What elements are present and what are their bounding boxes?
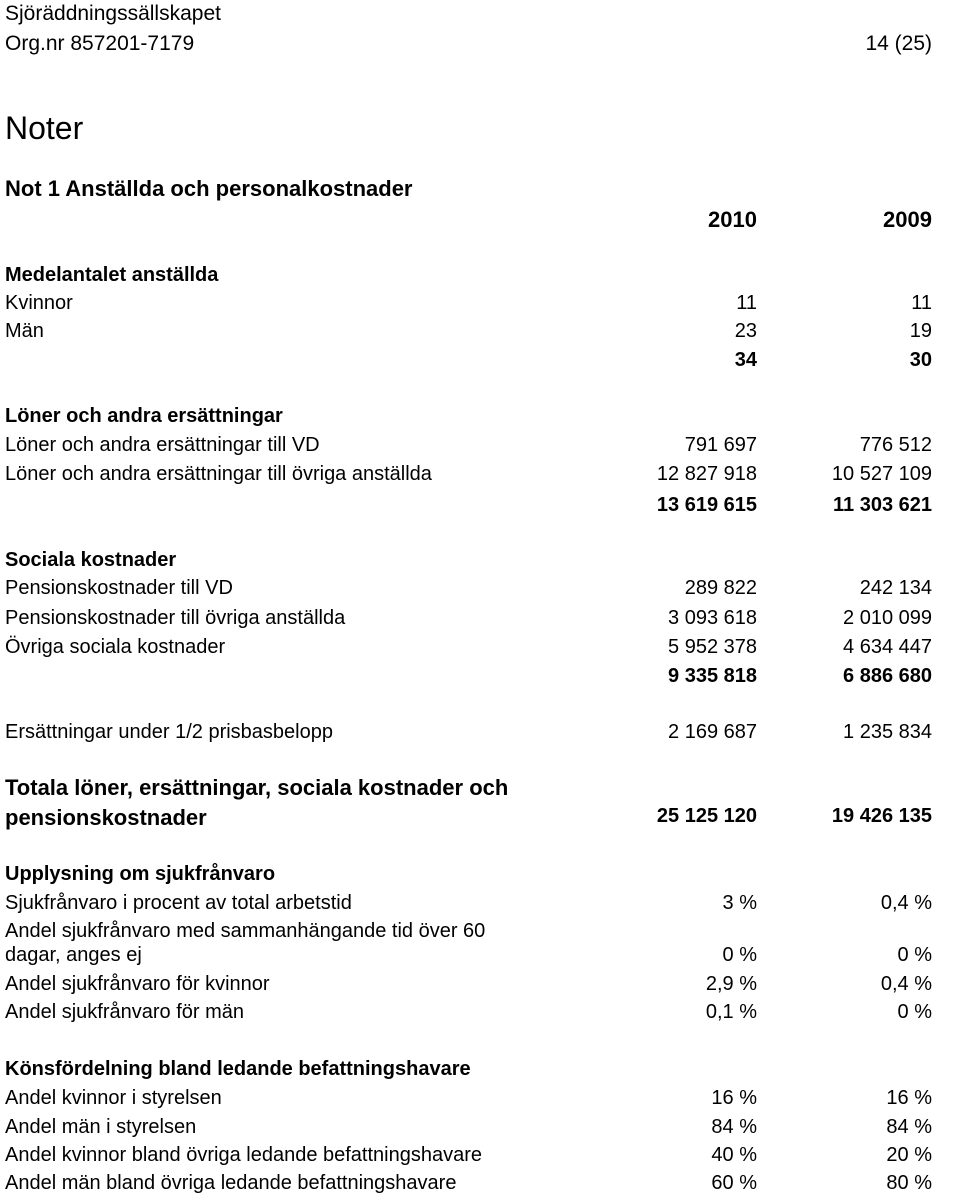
total-row-wages: 13 619 615 11 303 621	[656, 494, 932, 516]
company-name: Sjöräddningssällskapet	[5, 2, 221, 25]
table-row: Män 23 19	[5, 320, 932, 342]
table-row: Andel kvinnor bland övriga ledande befattningshavare 40 % 20 %	[5, 1144, 932, 1166]
section-heading-employees: Medelantalet anställda	[5, 264, 219, 286]
table-row: Andel män bland övriga ledande befattningshavare 60 % 80 %	[5, 1172, 932, 1194]
year-2010: 2010	[708, 207, 757, 232]
year-2009: 2009	[883, 207, 932, 232]
grand-total-label-line1: Totala löner, ersättningar, sociala kostnader och	[5, 775, 509, 800]
section-heading-wages: Löner och andra ersättningar	[5, 405, 283, 427]
section-heading-sick-leave: Upplysning om sjukfrånvaro	[5, 863, 276, 885]
table-row: Övriga sociala kostnader 5 952 378 4 634 447	[5, 636, 932, 658]
table-row: Kvinnor 11 11	[5, 292, 932, 314]
page-title: Noter	[5, 110, 84, 146]
total-row-social: 9 335 818 6 886 680	[668, 665, 932, 687]
total-row-employees: 34 30	[734, 349, 932, 371]
org-number: Org.nr 857201-7179	[5, 32, 195, 55]
page-number: 14 (25)	[865, 32, 932, 55]
table-row: Andel sjukfrånvaro för kvinnor 2,9 % 0,4 %	[5, 973, 932, 995]
table-row: Pensionskostnader till VD 289 822 242 134	[5, 577, 932, 599]
table-row: Andel kvinnor i styrelsen 16 % 16 %	[5, 1087, 932, 1109]
table-row-compensation: Ersättningar under 1/2 prisbasbelopp 2 169 687 1 235 834	[5, 721, 932, 743]
table-row: Andel sjukfrånvaro för män 0,1 % 0 %	[5, 1001, 932, 1023]
section-heading-social: Sociala kostnader	[5, 549, 177, 571]
table-row: Löner och andra ersättningar till övriga anställda 12 827 918 10 527 109	[5, 463, 932, 485]
grand-total-row: pensionskostnader 25 125 120 19 426 135	[5, 805, 932, 830]
note-title: Not 1 Anställda och personalkostnader	[5, 176, 413, 201]
table-row: Andel män i styrelsen 84 % 84 %	[5, 1116, 932, 1138]
year-header-row	[0, 207, 960, 237]
table-row: Löner och andra ersättningar till VD 791 697 776 512	[5, 434, 932, 456]
table-row: Pensionskostnader till övriga anställda 3 093 618 2 010 099	[5, 607, 932, 629]
table-row-label-line1: Andel sjukfrånvaro med sammanhängande tid över 60	[5, 920, 486, 942]
section-heading-gender: Könsfördelning bland ledande befattningshavare	[5, 1058, 471, 1080]
table-row: dagar, anges ej 0 % 0 %	[5, 944, 932, 966]
table-row: Sjukfrånvaro i procent av total arbetstid 3 % 0,4 %	[5, 892, 932, 914]
